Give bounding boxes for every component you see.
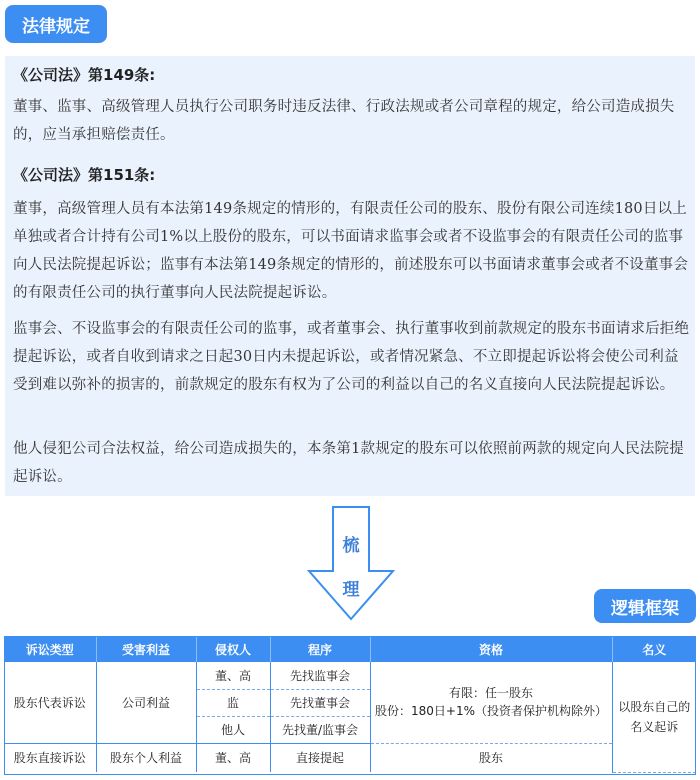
direct-procedure-cell: 直接提起 xyxy=(270,743,370,772)
name-line-2: 名义起诉 xyxy=(630,719,679,734)
infringer-cell: 他人 xyxy=(196,716,270,743)
header-harmed-interest: 受害利益 xyxy=(96,636,196,662)
logic-table xyxy=(4,636,696,773)
header-infringer: 侵权人 xyxy=(196,636,270,662)
article-151-paragraph-1: 董事，高级管理人员有本法第149条规定的情形的，有限责任公司的股东、股份有限公司连续180日以上单独或者合计持有公司1%以上股份的股东，可以书面请求监事会或者不设监事会的有限责任公司的监事向人民法院提起诉讼；监事有本法第149条规定的情形的，前述股东可以书面请求董事会或者不设董事会的有限责任公司的执行董事向人民法院提起诉讼。 xyxy=(13,201,689,301)
article-151-paragraph-3: 他人侵犯公司合法权益，给公司造成损失的，本条第1款规定的股东可以依照前两款的规定向人民法院提起诉讼。 xyxy=(13,441,684,485)
table-row xyxy=(4,662,696,689)
arrow-label-1: 梳 xyxy=(342,536,360,556)
procedure-cell: 先找监事会 xyxy=(270,662,370,689)
table-header-row xyxy=(4,636,696,662)
header-procedure: 程序 xyxy=(270,636,370,662)
down-arrow-shape xyxy=(305,505,397,623)
header-lawsuit-type: 诉讼类型 xyxy=(4,636,96,662)
procedure-cell: 先找董事会 xyxy=(270,689,370,716)
down-arrow-icon xyxy=(305,505,397,623)
article-151-paragraph-2: 监事会、不设监事会的有限责任公司的监事，或者董事会、执行董事收到前款规定的股东书面请求后拒绝提起诉讼，或者自收到请求之日起30日内未提起诉讼，或者情况紧急、不立即提起诉讼将会使公司利益受到难以弥补的损害的，前款规定的股东有权为了公司的利益以自己的名义直接向人民法院提起诉讼。 xyxy=(13,321,690,393)
article-151-title: 《公司法》第151条: xyxy=(13,166,156,184)
derivative-interest-cell: 公司利益 xyxy=(96,662,196,743)
infringer-cell: 董、高 xyxy=(196,662,270,689)
derivative-type-cell: 股东代表诉讼 xyxy=(4,662,96,743)
direct-qualification-cell: 股东 xyxy=(370,743,612,772)
qualification-joint-stock: 股份：180日+1%（投资者保护机构除外） xyxy=(375,704,607,719)
header-name: 名义 xyxy=(612,636,696,662)
arrow-label-2: 理 xyxy=(342,580,360,600)
table-row xyxy=(4,743,696,772)
direct-infringer-cell: 董、高 xyxy=(196,743,270,772)
article-149-title: 《公司法》第149条: xyxy=(13,66,156,84)
qualification-limited: 有限：任一股东 xyxy=(448,686,533,701)
derivative-qualification-cell xyxy=(370,662,612,743)
direct-interest-cell: 股东个人利益 xyxy=(96,743,196,772)
procedure-cell: 先找董/监事会 xyxy=(270,716,370,743)
infringer-cell: 监 xyxy=(196,689,270,716)
law-badge: 法律规定 xyxy=(5,5,107,43)
header-qualification: 资格 xyxy=(370,636,612,662)
logic-framework-badge: 逻辑框架 xyxy=(594,589,696,623)
name-cell xyxy=(612,662,696,772)
name-line-1: 以股东自己的 xyxy=(618,699,691,714)
direct-type-cell: 股东直接诉讼 xyxy=(4,743,96,772)
article-149-text: 董事、监事、高级管理人员执行公司职务时违反法律、行政法规或者公司章程的规定，给公司造成损失的，应当承担赔偿责任。 xyxy=(13,99,675,143)
